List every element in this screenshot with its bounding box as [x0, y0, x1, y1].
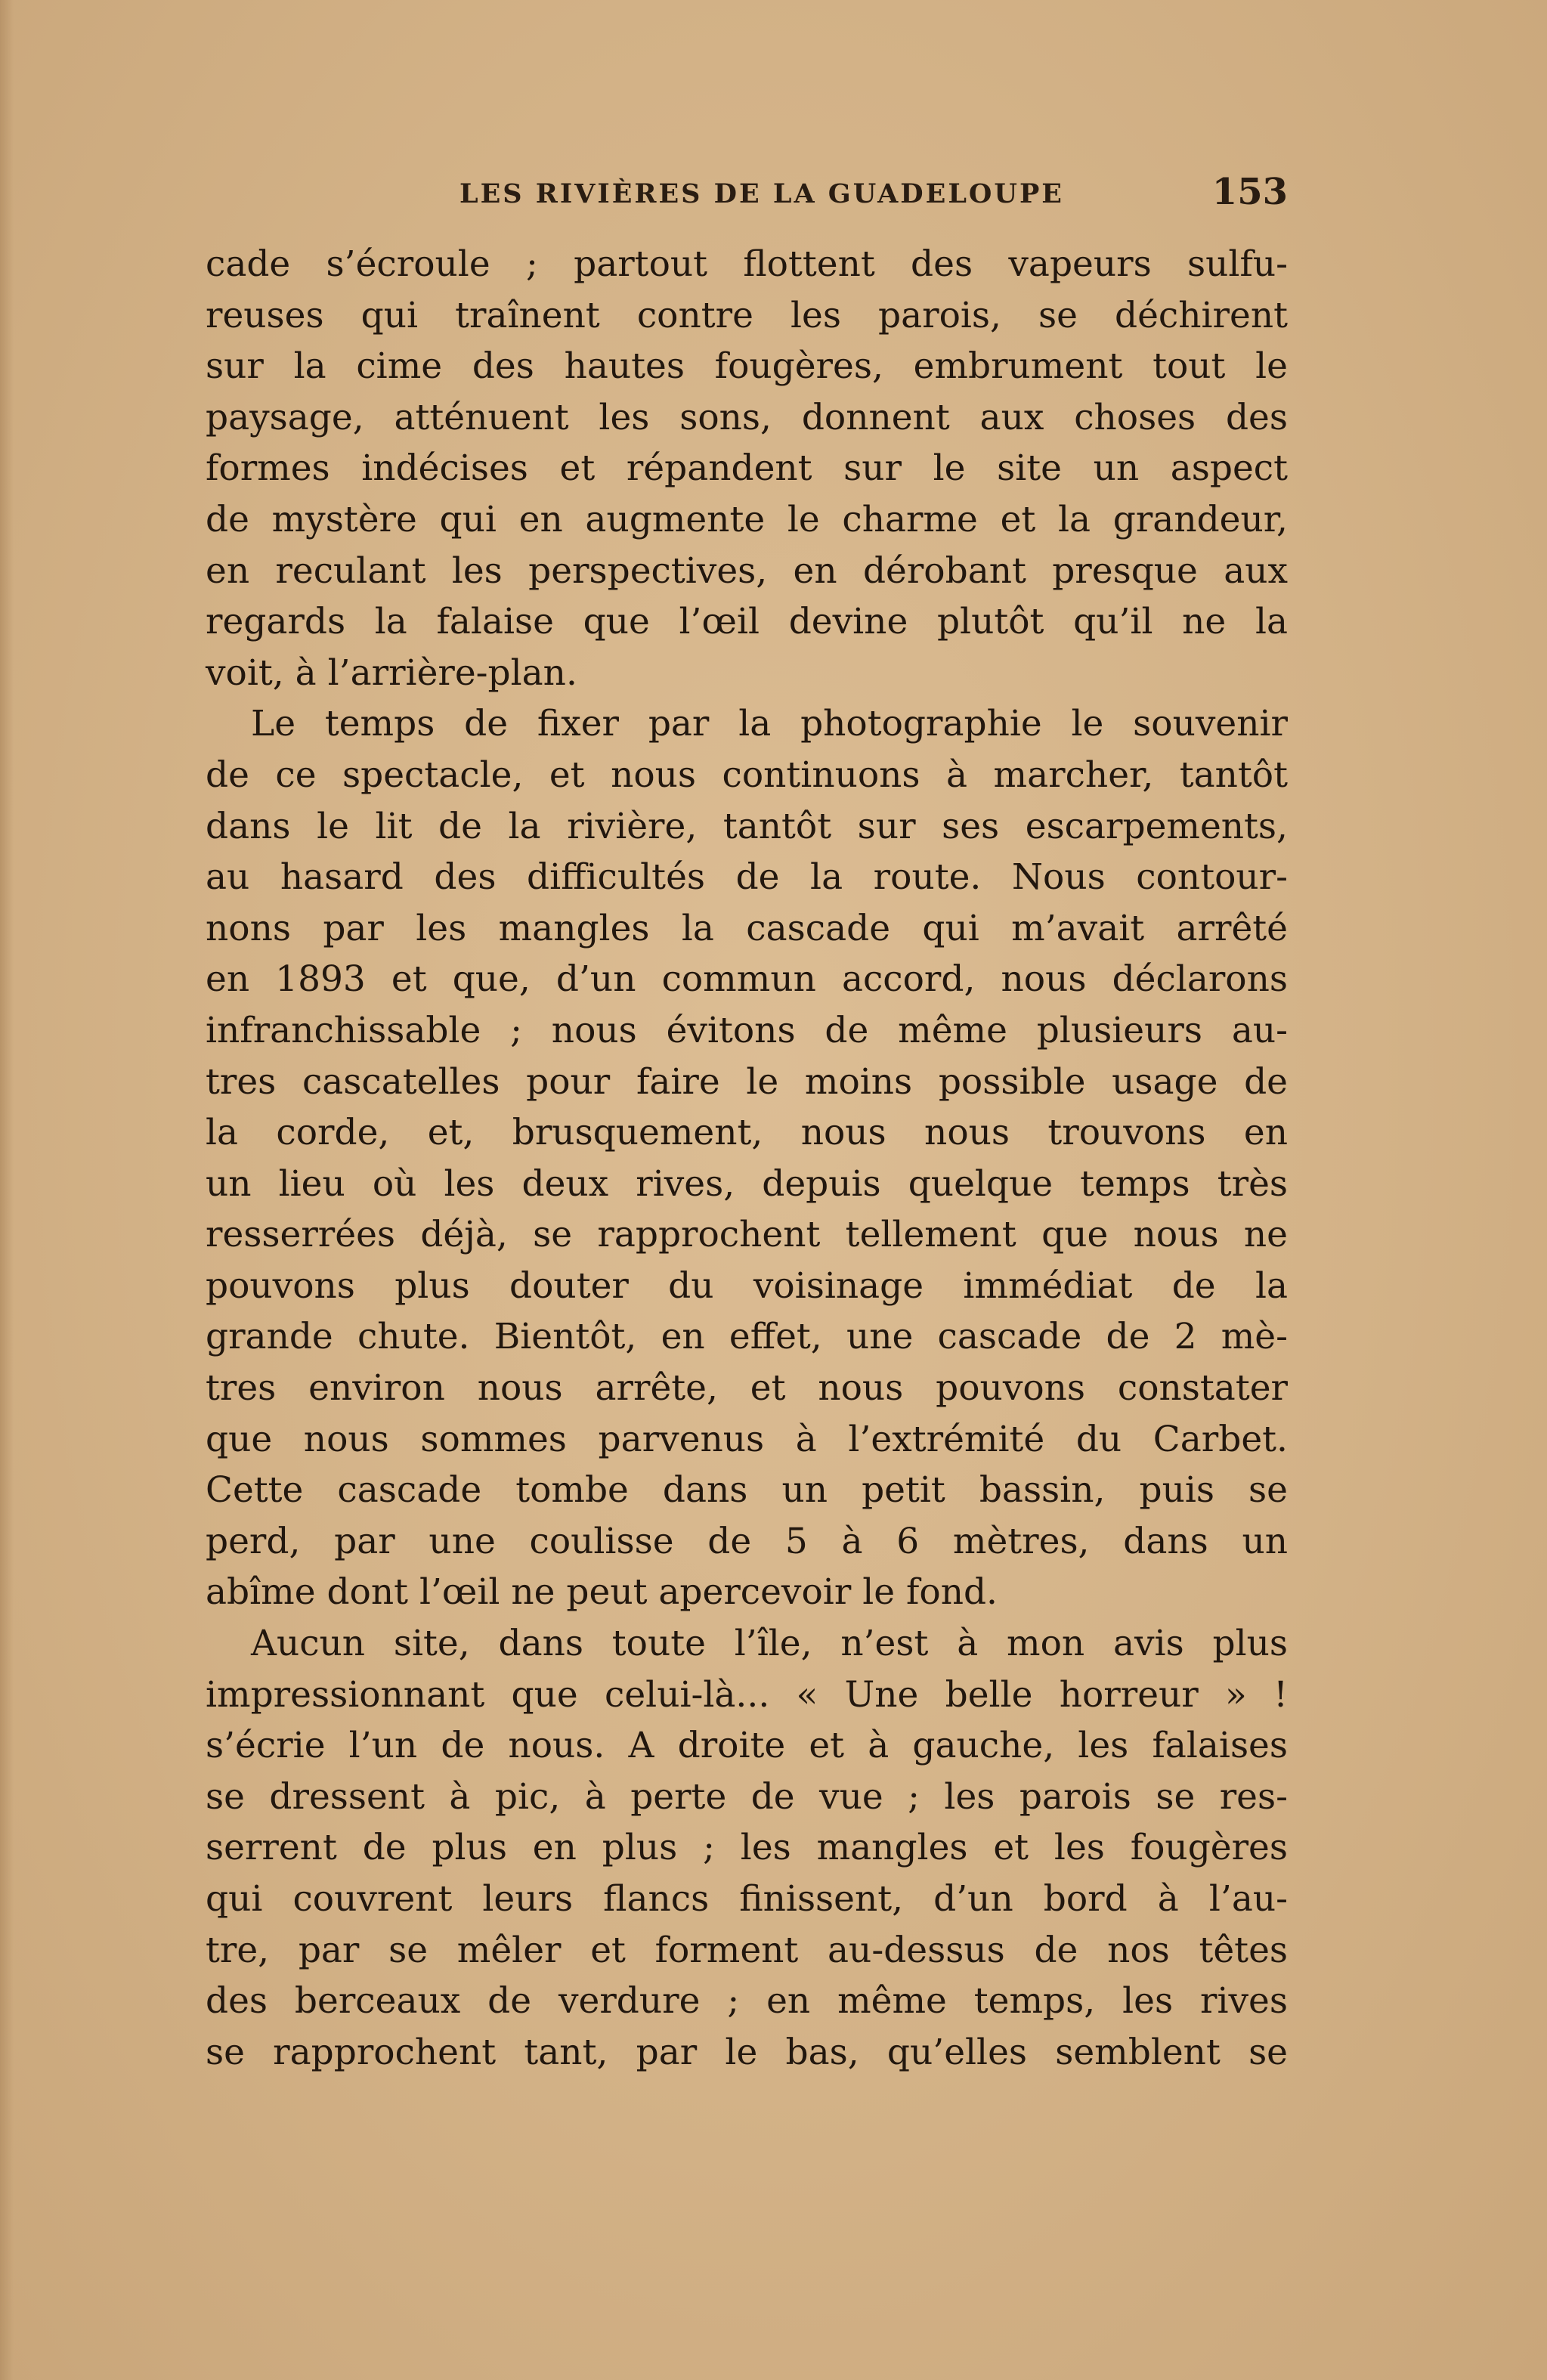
page-edge-shadow	[0, 0, 14, 2380]
text-line: se rapprochent tant, par le bas, qu’elles semblent se	[206, 2031, 1288, 2073]
text-line: nons par les mangles la cascade qui m’avait arrêté	[206, 907, 1288, 949]
text-line: s’écrie l’un de nous. A droite et à gauche, les falaises	[206, 1725, 1288, 1767]
paragraph-start-line: Aucun site, dans toute l’île, n’est à mon avis plus	[251, 1623, 1288, 1665]
paragraph-start-line: Le temps de fixer par la photographie le souvenir	[251, 703, 1288, 745]
text-line: paysage, atténuent les sons, donnent aux choses des	[206, 396, 1288, 438]
text-line: tre, par se mêler et forment au-dessus de nos têtes	[206, 1929, 1288, 1971]
text-line: grande chute. Bientôt, en effet, une cascade de 2 mè-	[206, 1316, 1288, 1358]
text-line: en 1893 et que, d’un commun accord, nous déclarons	[206, 958, 1288, 1001]
text-line: de mystère qui en augmente le charme et la grandeur,	[206, 498, 1288, 540]
page-header	[206, 171, 1288, 216]
text-line: regards la falaise que l’œil devine plutôt qu’il ne la	[206, 601, 1288, 643]
text-line: tres cascatelles pour faire le moins possible usage de	[206, 1060, 1288, 1103]
text-line: la corde, et, brusquement, nous nous trouvons en	[206, 1112, 1288, 1154]
text-line: des berceaux de verdure ; en même temps, les rives	[206, 1980, 1288, 2023]
text-line: formes indécises et répandent sur le site un aspect	[206, 447, 1288, 490]
text-line: un lieu où les deux rives, depuis quelque temps très	[206, 1162, 1288, 1205]
text-line: tres environ nous arrête, et nous pouvons constater	[206, 1367, 1288, 1410]
text-line: en reculant les perspectives, en dérobant presque aux	[206, 549, 1288, 592]
page-number: 153	[1211, 171, 1288, 213]
text-line: infranchissable ; nous évitons de même plusieurs au-	[206, 1009, 1288, 1051]
text-line: qui couvrent leurs flancs finissent, d’un bord à l’au-	[206, 1878, 1288, 1920]
body-text	[206, 239, 1288, 2078]
text-line: dans le lit de la rivière, tantôt sur ses escarpements,	[206, 805, 1288, 847]
text-line: perd, par une coulisse de 5 à 6 mètres, dans un	[206, 1520, 1288, 1562]
paragraph-end-line: abîme dont l’œil ne peut apercevoir le fond.	[206, 1571, 998, 1614]
running-title: LES RIVIÈRES DE LA GUADELOUPE	[459, 178, 1064, 209]
text-line: reuses qui traînent contre les parois, se déchirent	[206, 294, 1288, 336]
text-line: Cette cascade tombe dans un petit bassin, puis se	[206, 1469, 1288, 1512]
text-line: sur la cime des hautes fougères, embrument tout le	[206, 345, 1288, 388]
text-line: au hasard des difficultés de la route. Nous contour-	[206, 856, 1288, 899]
text-line: impressionnant que celui-là... « Une belle horreur » !	[206, 1673, 1288, 1716]
paragraph-end-line: voit, à l’arrière-plan.	[206, 651, 577, 694]
text-line: que nous sommes parvenus à l’extrémité du Carbet.	[206, 1418, 1288, 1460]
text-line: cade s’écroule ; partout flottent des vapeurs sulfu-	[206, 243, 1288, 285]
text-line: resserrées déjà, se rapprochent tellement que nous ne	[206, 1214, 1288, 1256]
text-line: serrent de plus en plus ; les mangles et les fougères	[206, 1827, 1288, 1869]
text-line: se dressent à pic, à perte de vue ; les parois se res-	[206, 1775, 1288, 1818]
text-line: de ce spectacle, et nous continuons à marcher, tantôt	[206, 754, 1288, 796]
text-line: pouvons plus douter du voisinage immédiat de la	[206, 1264, 1288, 1307]
